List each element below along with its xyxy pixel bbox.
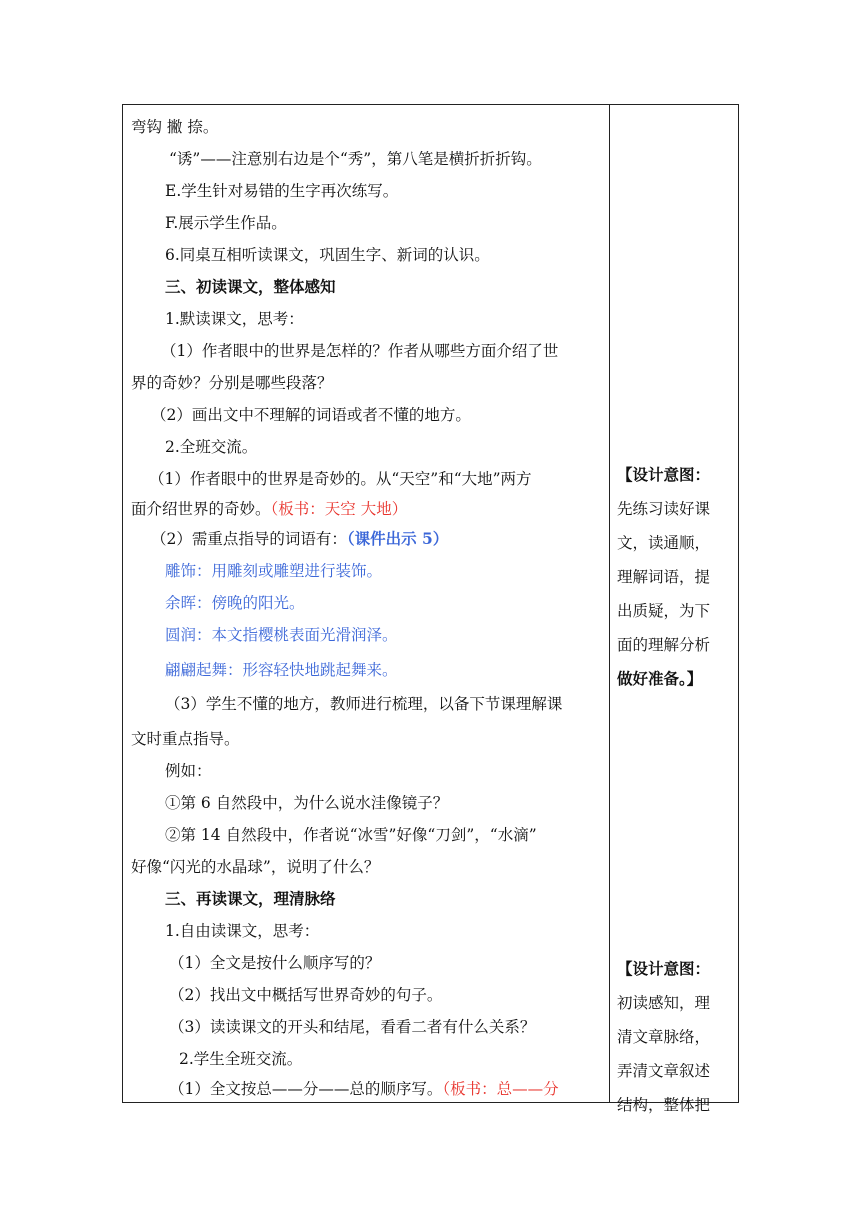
text-line <box>169 149 542 169</box>
intent-line <box>617 499 710 519</box>
text-line <box>131 373 333 393</box>
intent-line <box>617 1027 710 1047</box>
text-line <box>149 469 532 489</box>
text-segment: 三、再读课文，理清脉络 <box>165 889 336 908</box>
text-segment: 弄清文章叙述 <box>617 1062 711 1080</box>
text-line <box>165 921 319 941</box>
text-segment: 初读感知，理 <box>617 994 711 1012</box>
text-segment: （3）学生不懂的地方，教师进行梳理，以备下节课理解课 <box>165 695 563 713</box>
text-line <box>165 625 398 645</box>
text-line <box>169 1079 559 1099</box>
text-segment: ②第 14 自然段中，作者说“冰雪”好像“刀剑”，“水滴” <box>165 826 537 844</box>
intent-line <box>617 635 710 655</box>
text-segment: （板书：天空 大地） <box>270 500 408 518</box>
text-line <box>169 985 442 1005</box>
text-line <box>165 761 212 781</box>
text-line <box>131 499 407 519</box>
text-line <box>131 729 240 749</box>
text-segment: 文，读通顺， <box>617 534 711 552</box>
text-segment: （1）作者眼中的世界是怎样的？作者从哪些方面介绍了世 <box>161 342 559 360</box>
text-segment: 先练习读好课 <box>617 500 711 518</box>
text-line <box>165 694 562 714</box>
text-line <box>165 889 336 909</box>
intent-line <box>617 993 710 1013</box>
text-segment: 【设计意图： <box>617 959 711 978</box>
text-segment: 做好准备。】 <box>617 669 703 688</box>
design-intent-column <box>610 105 738 1114</box>
intent-line <box>617 959 710 979</box>
text-line <box>179 1049 302 1069</box>
text-segment: 三、初读课文，整体感知 <box>165 277 336 296</box>
text-line <box>165 793 448 813</box>
text-segment: 界的奇妙？分别是哪些段落？ <box>131 374 333 392</box>
text-segment: 1.默读课文，思考： <box>165 310 304 328</box>
intent-line <box>617 601 710 621</box>
text-segment: （板书：总——分 <box>442 1080 559 1098</box>
text-segment: 出质疑，为下 <box>617 602 711 620</box>
text-segment: 6.同桌互相听读课文，巩固生字、新词的认识。 <box>165 246 490 264</box>
intent-line <box>617 1061 710 1081</box>
text-segment: （2）画出文中不理解的词语或者不懂的地方。 <box>151 406 471 424</box>
intent-line <box>617 669 702 689</box>
text-line <box>165 825 537 845</box>
lesson-table <box>122 104 739 1114</box>
text-segment: 结构，整体把 <box>617 1096 711 1114</box>
text-segment: 清文章脉络， <box>617 1028 711 1046</box>
text-line <box>169 953 380 973</box>
text-segment: （2）找出文中概括写世界奇妙的句子。 <box>169 986 443 1004</box>
text-segment: （课件出示 5） <box>346 529 449 548</box>
text-segment: 例如： <box>165 762 212 780</box>
text-segment: 【设计意图： <box>617 465 711 484</box>
text-line <box>165 437 257 457</box>
text-segment: 雕饰：用雕刻或雕塑进行装饰。 <box>165 562 383 580</box>
intent-line <box>617 533 710 553</box>
intent-line <box>617 1095 710 1115</box>
text-segment: 2.全班交流。 <box>165 438 258 456</box>
teaching-process-column <box>123 105 609 1102</box>
text-segment: 圆润：本文指樱桃表面光滑润泽。 <box>165 626 398 644</box>
text-line <box>151 529 448 549</box>
text-segment: “诱”——注意别右边是个“秀”，第八笔是横折折折钩。 <box>169 150 542 168</box>
text-line <box>165 660 398 680</box>
text-line <box>161 341 558 361</box>
text-segment: 好像“闪光的水晶球”，说明了什么？ <box>131 858 380 876</box>
text-segment: 弯钩 撇 捺。 <box>131 118 219 136</box>
text-segment: 翩翩起舞：形容轻快地跳起舞来。 <box>165 661 398 679</box>
text-line <box>131 857 379 877</box>
text-segment: E.学生针对易错的生字再次练写。 <box>165 182 399 200</box>
text-segment: F.展示学生作品。 <box>165 214 287 232</box>
text-segment: 理解词语，提 <box>617 568 711 586</box>
text-segment: （1）全文按总——分——总的顺序写。 <box>169 1080 443 1098</box>
text-segment: ①第 6 自然段中，为什么说水洼像镜子？ <box>165 794 449 812</box>
text-segment: 余晖：傍晚的阳光。 <box>165 594 305 612</box>
text-segment: （2）需重点指导的词语有： <box>151 530 347 548</box>
text-segment: 面的理解分析 <box>617 636 711 654</box>
text-segment: 2.学生全班交流。 <box>179 1050 303 1068</box>
text-line <box>169 1017 535 1037</box>
text-segment: （3）读读课文的开头和结尾，看看二者有什么关系？ <box>169 1018 536 1036</box>
text-segment: （1）作者眼中的世界是奇妙的。从“天空”和“大地”两方 <box>149 470 532 488</box>
text-line <box>165 277 336 297</box>
text-segment: （1）全文是按什么顺序写的？ <box>169 954 381 972</box>
text-line <box>131 117 218 137</box>
text-line <box>165 181 398 201</box>
text-segment: 面介绍世界的奇妙。 <box>131 500 271 518</box>
intent-line <box>617 567 710 587</box>
text-line <box>165 213 287 233</box>
text-segment: 1.自由读课文，思考： <box>165 922 320 940</box>
text-line <box>165 561 382 581</box>
intent-line <box>617 465 710 485</box>
text-line <box>165 309 304 329</box>
text-line <box>151 405 471 425</box>
text-line <box>165 245 490 265</box>
text-segment: 文时重点指导。 <box>131 730 240 748</box>
text-line <box>165 593 305 613</box>
